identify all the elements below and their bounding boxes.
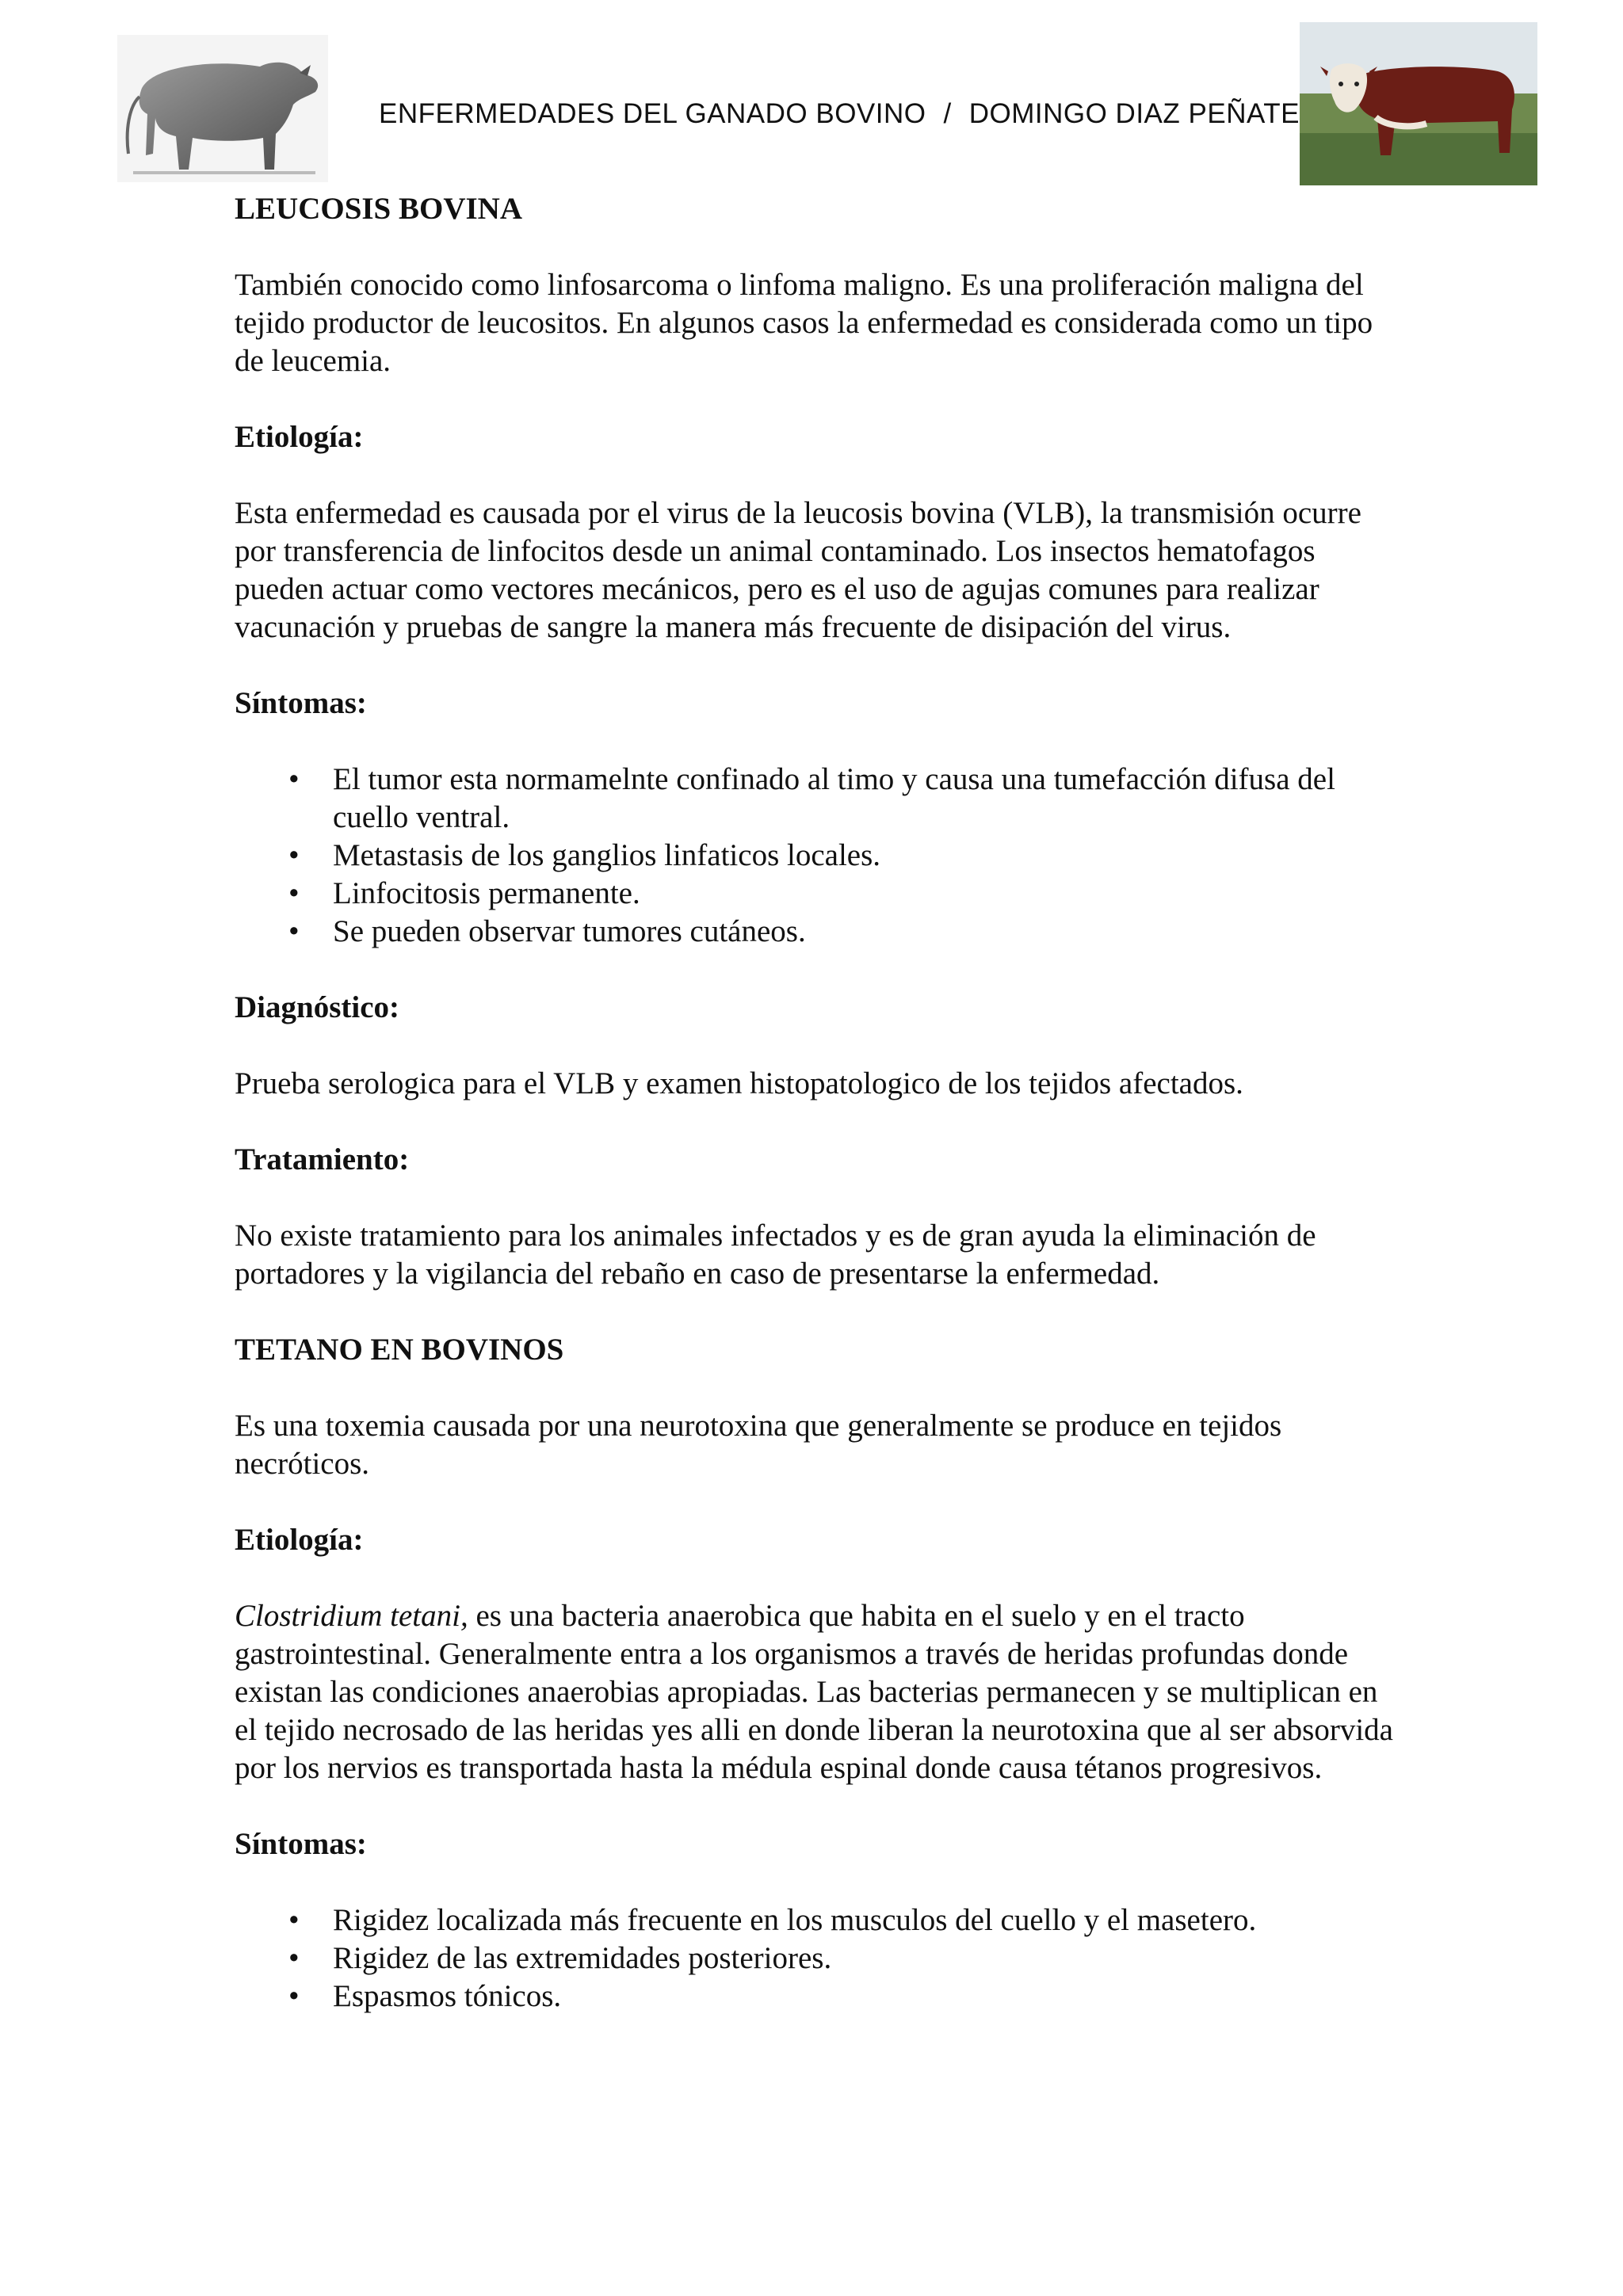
leucosis-tratamiento-text: No existe tratamiento para los animales infectados y es de gran ayuda la eliminación de portadores y la vigilancia del rebaño en caso de presentarse la enfermedad. <box>235 1219 1316 1291</box>
leucosis-sintomas-heading: Síntomas: <box>235 686 367 720</box>
page-header <box>0 0 1623 198</box>
tetano-etiologia-organism: Clostridium tetani, <box>235 1599 468 1633</box>
hereford-cow-photo <box>1300 22 1537 185</box>
header-title-line <box>379 98 1300 130</box>
list-item: • Rigidez localizada más frecuente en los musculos del cuello y el masetero. <box>235 1901 1407 1939</box>
header-title: ENFERMEDADES DEL GANADO BOVINO <box>379 98 926 129</box>
header-author: DOMINGO DIAZ PEÑATE <box>968 98 1300 129</box>
leucosis-diagnostico-heading: Diagnóstico: <box>235 990 399 1024</box>
list-item: • Linfocitosis permanente. <box>235 875 1407 913</box>
list-item: • Rigidez de las extremidades posteriores. <box>235 1939 1407 1978</box>
tetano-etiologia-heading: Etiología: <box>235 1523 364 1557</box>
bull-sketch-image <box>117 35 328 182</box>
document-body <box>235 190 1407 2016</box>
leucosis-tratamiento-heading: Tratamiento: <box>235 1142 410 1177</box>
section-title-tetano: TETANO EN BOVINOS <box>235 1333 564 1367</box>
leucosis-diagnostico-text: Prueba serologica para el VLB y examen histopatologico de los tejidos afectados. <box>235 1066 1243 1100</box>
tetano-sintomas-heading: Síntomas: <box>235 1827 367 1861</box>
leucosis-sintomas-list <box>235 761 1407 951</box>
leucosis-intro: También conocido como linfosarcoma o linfoma maligno. Es una proliferación maligna del tejido productor de leucositos. En algunos casos la enfermedad es considerada como un tipo de leucemia. <box>235 268 1373 378</box>
tetano-etiologia-text <box>235 1597 1407 1787</box>
list-item: • Espasmos tónicos. <box>235 1978 1407 2016</box>
list-item: • Se pueden observar tumores cutáneos. <box>235 913 1407 951</box>
leucosis-etiologia-heading: Etiología: <box>235 420 364 454</box>
leucosis-etiologia-text: Esta enfermedad es causada por el virus de la leucosis bovina (VLB), la transmisión ocurre por transferencia de linfocitos desde un animal contaminado. Los insectos hematofagos pueden actuar como vectores mecánicos, pero es el uso de agujas comunes para realizar vacunación y pruebas de sangre la manera más frecuente de disipación del virus. <box>235 496 1361 644</box>
tetano-sintomas-list <box>235 1901 1407 2016</box>
tetano-intro: Es una toxemia causada por una neurotoxina que generalmente se produce en tejidos necróticos. <box>235 1409 1282 1481</box>
tetano-etiologia-body: es una bacteria anaerobica que habita en el suelo y en el tracto gastrointestinal. Generalmente entra a los organismos a través de heridas profundas donde existan las condiciones anaerobias apropiadas. Las bacterias permanecen y se multiplican en el tejido necrosado de las heridas yes alli en donde liberan la neurotoxina que al ser absorvida por los nervios es transportada hasta la médula espinal donde causa tétanos progresivos. <box>235 1599 1393 1785</box>
list-item: • Metastasis de los ganglios linfaticos locales. <box>235 837 1407 875</box>
section-title-leucosis: LEUCOSIS BOVINA <box>235 192 523 226</box>
list-item: • El tumor esta normamelnte confinado al timo y causa una tumefacción difusa del cuello ventral. <box>235 761 1407 837</box>
header-separator: / <box>943 98 952 129</box>
